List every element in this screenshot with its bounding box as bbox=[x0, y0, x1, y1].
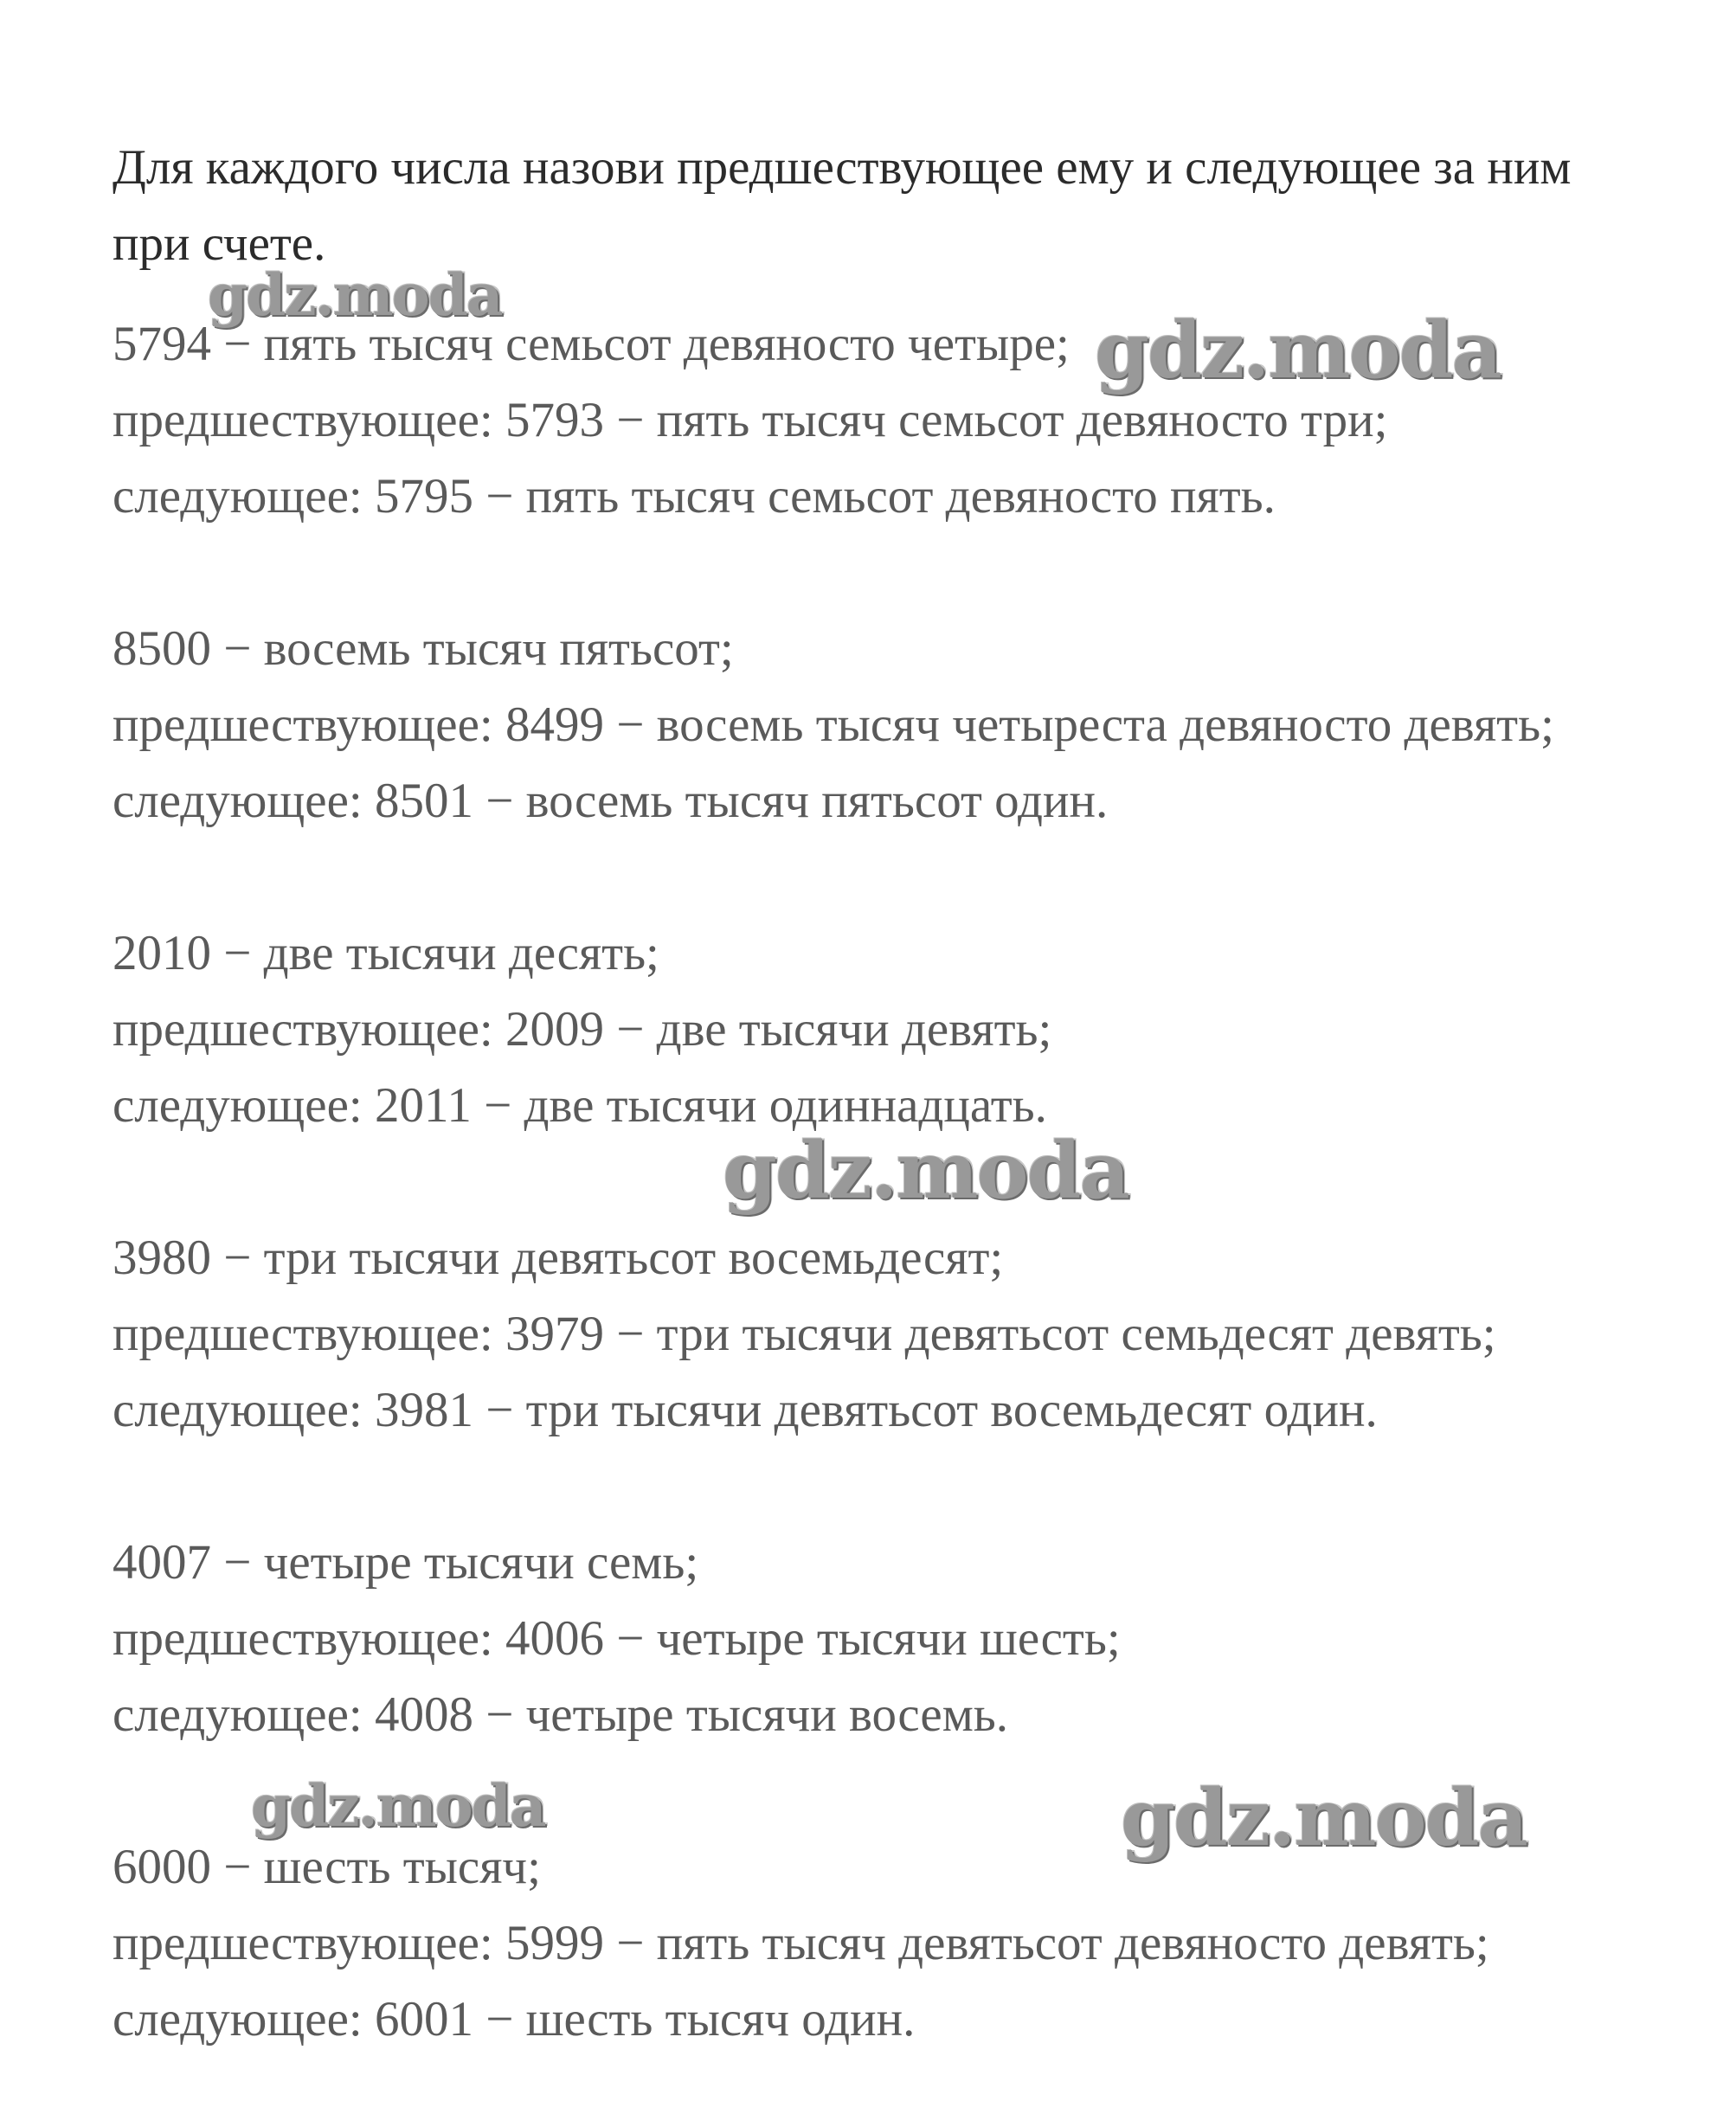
previous-number-line: предшествующее: 5793 − пять тысяч семьсот девяносто три; bbox=[113, 393, 1388, 447]
number-block-5794 bbox=[113, 306, 1670, 535]
watermark-logo: gdz.moda bbox=[251, 1772, 545, 1840]
previous-number-line: предшествующее: 3979 − три тысячи девятьсот семьдесят девять; bbox=[113, 1307, 1496, 1361]
next-number-line: следующее: 2011 − две тысячи одиннадцать. bbox=[113, 1078, 1047, 1133]
number-line: 6000 − шесть тысяч; bbox=[113, 1840, 541, 1894]
watermark-logo: gdz.moda bbox=[1121, 1772, 1527, 1864]
instruction-line-1: Для каждого числа назови предшествующее ему и следующее за ним bbox=[113, 140, 1572, 195]
number-block-8500 bbox=[113, 611, 1670, 839]
instruction-line-2: при счете. bbox=[113, 216, 326, 271]
previous-number-line: предшествующее: 5999 − пять тысяч девятьсот девяносто девять; bbox=[113, 1916, 1489, 1970]
task-instruction bbox=[113, 130, 1653, 282]
number-line: 3980 − три тысячи девятьсот восемьдесят; bbox=[113, 1230, 1004, 1285]
number-line: 2010 − две тысячи десять; bbox=[113, 926, 659, 980]
watermark-logo: gdz.moda bbox=[1095, 305, 1501, 396]
number-line: 4007 − четыре тысячи семь; bbox=[113, 1535, 699, 1590]
next-number-line: следующее: 3981 − три тысячи девятьсот восемьдесят один. bbox=[113, 1383, 1378, 1437]
number-line: 5794 − пять тысяч семьсот девяносто четыре; bbox=[113, 317, 1070, 371]
watermark-logo: gdz.moda bbox=[723, 1125, 1128, 1217]
previous-number-line: предшествующее: 2009 − две тысячи девять; bbox=[113, 1002, 1052, 1057]
next-number-line: следующее: 5795 − пять тысяч семьсот девяносто пять. bbox=[113, 469, 1276, 524]
next-number-line: следующее: 8501 − восемь тысяч пятьсот один. bbox=[113, 774, 1109, 828]
watermark-logo: gdz.moda bbox=[208, 261, 502, 329]
previous-number-line: предшествующее: 8499 − восемь тысяч четыреста девяносто девять; bbox=[113, 697, 1554, 752]
number-block-3980 bbox=[113, 1220, 1670, 1449]
number-block-4007 bbox=[113, 1525, 1670, 1753]
next-number-line: следующее: 6001 − шесть тысяч один. bbox=[113, 1992, 916, 2047]
number-line: 8500 − восемь тысяч пятьсот; bbox=[113, 621, 734, 676]
next-number-line: следующее: 4008 − четыре тысячи восемь. bbox=[113, 1687, 1009, 1742]
number-block-2010 bbox=[113, 916, 1670, 1144]
number-block-6000 bbox=[113, 1829, 1670, 2058]
previous-number-line: предшествующее: 4006 − четыре тысячи шесть; bbox=[113, 1611, 1121, 1666]
